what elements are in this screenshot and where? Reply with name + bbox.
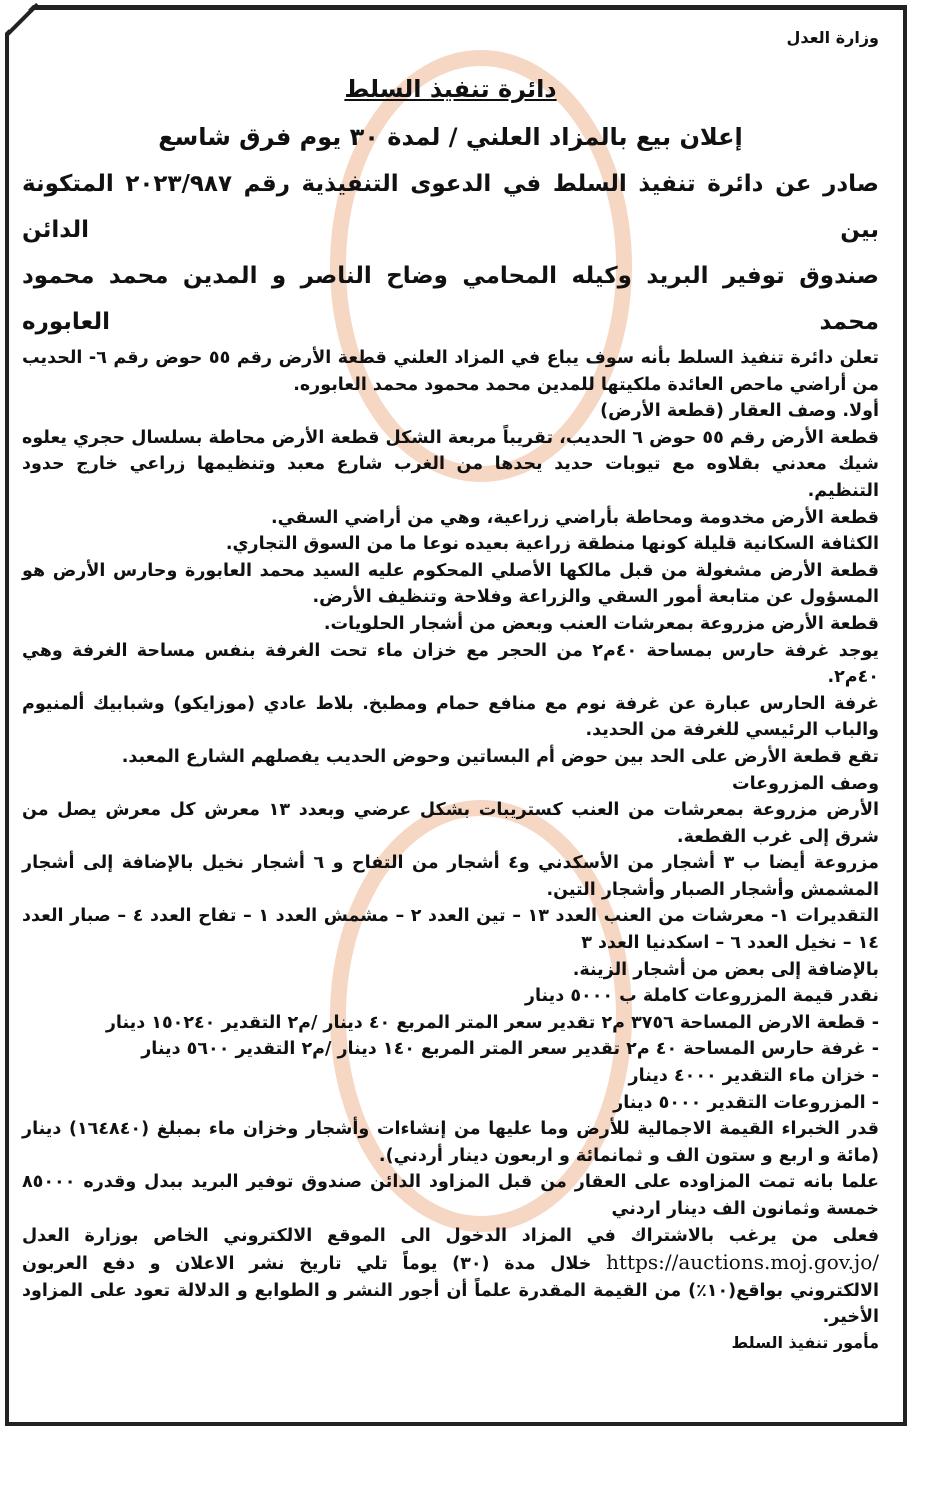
paragraph: علما بانه تمت المزاوده على العقار من قبل المزاود الدائن صندوق توفير البريد ببدل وقدره ٨٥٠٠٠ خمسة وثمانون الف دينار اردني	[22, 1172, 879, 1219]
paragraph: مزروعة أيضا ب ٣ أشجار من الأسكدني و٤ أشجار من التفاح و ٦ أشجار نخيل بالإضافة إلى أشجار المشمش وأشجار الصبار وأشجار التين.	[22, 853, 879, 900]
online-text: فعلى من يرغب بالاشتراك في المزاد الدخول الى الموقع الالكتروني الخاص بوزارة العدل	[22, 1225, 879, 1246]
ministry-name: وزارة العدل	[786, 28, 879, 47]
department-title: دائرة تنفيذ السلط	[344, 75, 557, 103]
paragraph: - خزان ماء التقدير ٤٠٠٠ دينار	[628, 1066, 879, 1087]
case-title: صادر عن دائرة تنفيذ السلط في الدعوى التنفيذية رقم ٢٠٢٣/٩٨٧ المتكونة بين الدائن	[22, 171, 880, 243]
auction-url-link[interactable]: https://auctions.moj.gov.jo/	[606, 1250, 879, 1275]
notice-body	[22, 345, 879, 1331]
announcement-title: إعلان بيع بالمزاد العلني / لمدة ٣٠ يوم فرق شاسع	[158, 123, 743, 151]
paragraph: قطعة الأرض رقم ٥٥ حوض ٦ الحديب، تقريباً مربعة الشكل قطعة الأرض محاطة بسلسال حجري يعلوه شيك معدني بقلاوه مع تيوبات حديد يحدها من الغرب شارع معبد وتنظيمها زراعي خارج حدود التنظيم.	[22, 427, 879, 501]
paragraph: أولا. وصف العقار (قطعة الأرض)	[600, 401, 879, 422]
paragraph: قطعة الأرض مشغولة من قبل مالكها الأصلي المحكوم عليه السيد محمد العابورة وحارس الأرض هو المسؤول عن متابعة أمور السقي والزراعة وفلاحة وتنظيف الأرض.	[22, 560, 879, 608]
online-participation	[22, 1223, 879, 1331]
paragraph: قطعة الأرض مزروعة بمعرشات العنب وبعض من أشجار الحلويات.	[323, 613, 879, 634]
paragraph: تقع قطعة الأرض على الحد بين حوض أم البساتين وحوض الحديب يفصلهم الشارع المعبد.	[121, 746, 879, 767]
paragraph: - غرفة حارس المساحة ٤٠ م٢ تقدير سعر المتر المربع ١٤٠ دينار /م٢ التقدير ٥٦٠٠ دينار	[141, 1039, 879, 1060]
signature: مأمور تنفيذ السلط	[731, 1332, 879, 1352]
parties-title: صندوق توفير البريد وكيله المحامي وضاح الناصر و المدين محمد محمود محمد العابوره	[22, 263, 879, 335]
paragraph: تعلن دائرة تنفيذ السلط بأنه سوف يباع في المزاد العلني قطعة الأرض رقم ٥٥ حوض رقم ٦- الحديب من أراضي ماحص العائدة ملكيتها للمدين محمد محمود محمد العابوره.	[22, 348, 879, 395]
paragraph: - المزروعات التقدير ٥٠٠٠ دينار	[613, 1092, 879, 1113]
paragraph: غرفة الحارس عبارة عن غرفة نوم مع منافع حمام ومطبخ. بلاط عادي (موزايكو) وشبابيك ألمنيوم والباب الرئيسي للغرفة من الحديد.	[22, 693, 879, 741]
paragraph: بالإضافة إلى بعض من أشجار الزينة.	[572, 959, 879, 980]
paragraph: يوجد غرفة حارس بمساحة ٤٠م٢ من الحجر مع خزان ماء تحت الغرفة بنفس مساحة الغرفة وهي ٤٠م٢.	[22, 640, 879, 688]
paragraph: الأرض مزروعة بمعرشات من العنب كستريبات بشكل عرضي وبعدد ١٣ معرش كل معرش يصل من شرق إلى غرب القطعة.	[22, 800, 879, 847]
paragraph: التقديرات ١- معرشات من العنب العدد ١٣ – تين العدد ٢ – مشمش العدد ١ – تفاح العدد ٤ – صبار العدد ١٤ – نخيل العدد ٦ – اسكدنيا العدد ٣	[22, 906, 879, 954]
paragraph: قدر الخبراء القيمة الاجمالية للأرض وما عليها من إنشاءات وأشجار وخزان ماء بمبلغ (١٦٤٨٤٠) دينار (مائة و اربع و ستون الف و ثمانمائة و اربعون دينار أردني).	[22, 1119, 879, 1166]
notice-content	[22, 28, 879, 1352]
paragraph: وصف المزروعات	[732, 773, 879, 794]
paragraph: الكثافة السكانية قليلة كونها منطقة زراعية بعيده نوعا ما من السوق التجاري.	[225, 534, 879, 555]
paragraph: - قطعة الارض المساحة ٣٧٥٦ م٢ تقدير سعر المتر المربع ٤٠ دينار /م٢ التقدير ١٥٠٢٤٠ دينار	[105, 1012, 879, 1033]
paragraph: قطعة الأرض مخدومة ومحاطة بأراضي زراعية، وهي من أراضي السقي.	[271, 507, 879, 528]
paragraph: نقدر قيمة المزروعات كاملة ب ٥٠٠٠ دينار	[524, 986, 879, 1007]
online-text: خلال مدة (٣٠) يوماً تلي تاريخ نشر الاعلان و دفع العربون الالكتروني بواقع(١٠٪) من القيمة المقدرة علماً أن أجور النشر و الطوابع و الدلالة تعود على المزاود الأخير.	[22, 1254, 879, 1328]
